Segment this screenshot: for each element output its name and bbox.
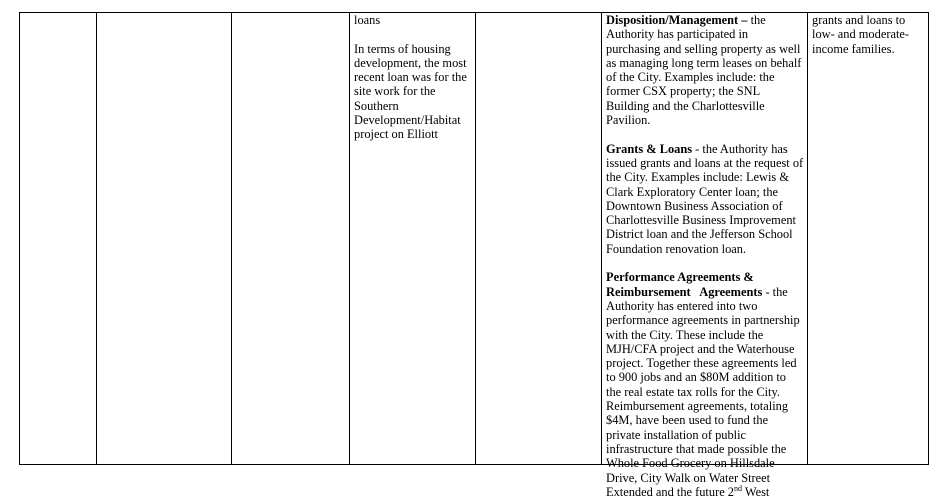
section-heading: Disposition/Management – bbox=[606, 13, 748, 27]
section-text: - the Authority has issued grants and loans at the request of the City. Examples include: Lewis & Clark Exploratory Center loan; the Downtown Business Association of Charlottesville Business Improvement District loan and the Jefferson School Foundation renovation loan. bbox=[606, 141, 804, 256]
disposition-management-paragraph bbox=[606, 13, 804, 127]
authority-activities-cell bbox=[606, 13, 804, 499]
section-text: West bbox=[742, 484, 770, 499]
column-divider bbox=[601, 13, 602, 464]
grants-cell bbox=[812, 13, 924, 56]
cell-paragraph: In terms of housing development, the most recent loan was for the site work for the Southern Development/Habitat project on Elliott bbox=[354, 41, 467, 142]
section-heading: Performance Agreements & Reimbursement Agreements bbox=[606, 270, 763, 299]
cell-paragraph: grants and loans to low- and moderate-income families. bbox=[812, 13, 910, 56]
column-divider bbox=[807, 13, 808, 464]
section-text: the Authority has participated in purchasing and selling property as well as managing long term leases on behalf of the City. Examples include: the former CSX property; the SNL Building and the Charlottesville Pavilion. bbox=[606, 13, 802, 128]
cell-paragraph: loans bbox=[354, 13, 381, 27]
column-divider bbox=[231, 13, 232, 464]
section-text: - the Authority has entered into two performance agreements in partnership with the City. These include the MJH/CFA project and the Waterhouse project. Together these agreements led to 900 jobs and an $80M addition to the real estate tax rolls for the City. Reimbursement agreements, totaling $4M, have been used to fund the private installation of public infrastructure that made possible the Whole Food Grocery on Hillsdale Drive, City Walk on Water Street Extended and the future 2 bbox=[606, 284, 800, 499]
section-heading: Grants & Loans bbox=[606, 141, 693, 156]
column-divider bbox=[475, 13, 476, 464]
grants-loans-paragraph bbox=[606, 142, 804, 256]
housing-loans-cell bbox=[354, 13, 474, 142]
column-divider bbox=[96, 13, 97, 464]
document-table bbox=[19, 12, 929, 499]
ordinal-superscript: nd bbox=[734, 483, 742, 493]
column-divider bbox=[349, 13, 350, 464]
performance-agreements-paragraph bbox=[606, 270, 804, 499]
